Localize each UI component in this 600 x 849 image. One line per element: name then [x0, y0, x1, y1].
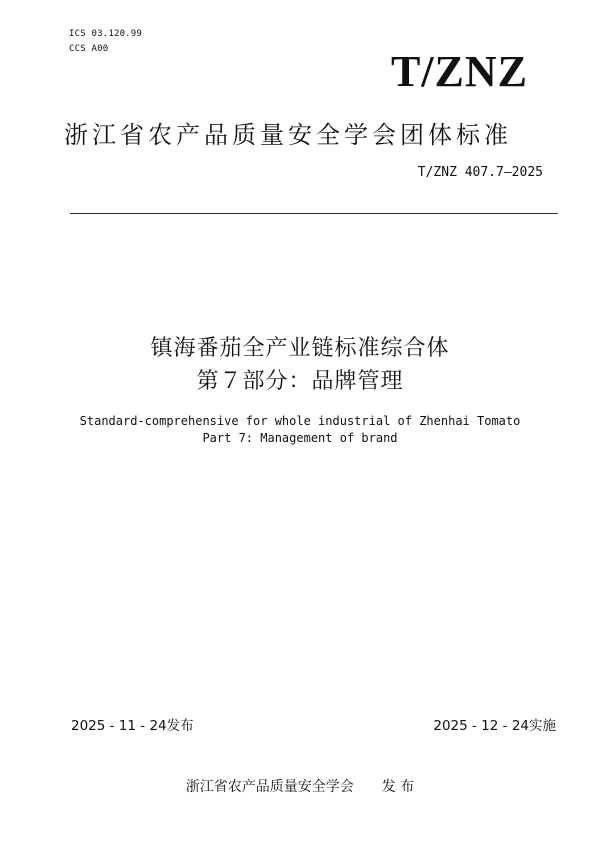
publish-action: 发 布	[381, 779, 415, 795]
organization-title: 浙江省农产品质量安全学会团体标准	[64, 121, 512, 149]
header-divider	[70, 213, 558, 214]
publisher-name: 浙江省农产品质量安全学会	[185, 779, 354, 795]
ccs-code: CCS A00	[69, 44, 109, 54]
chinese-title-line-1: 镇海番茄全产业链标准综合体	[150, 336, 450, 361]
publisher-line	[0, 776, 600, 796]
issue-date: 2025 - 11 - 24发布	[71, 718, 194, 734]
standard-number: T/ZNZ 407.7—2025	[417, 165, 543, 180]
standard-brand-logo: T/ZNZ	[390, 47, 528, 96]
implementation-date: 2025 - 12 - 24实施	[433, 718, 556, 734]
ics-code: ICS 03.120.99	[69, 29, 143, 39]
english-title-line-2: Part 7: Management of brand	[202, 431, 398, 445]
chinese-title-line-2: 第７部分：品牌管理	[196, 369, 404, 394]
english-title-line-1: Standard-comprehensive for whole industrial of Zhenhai Tomato	[79, 414, 521, 428]
